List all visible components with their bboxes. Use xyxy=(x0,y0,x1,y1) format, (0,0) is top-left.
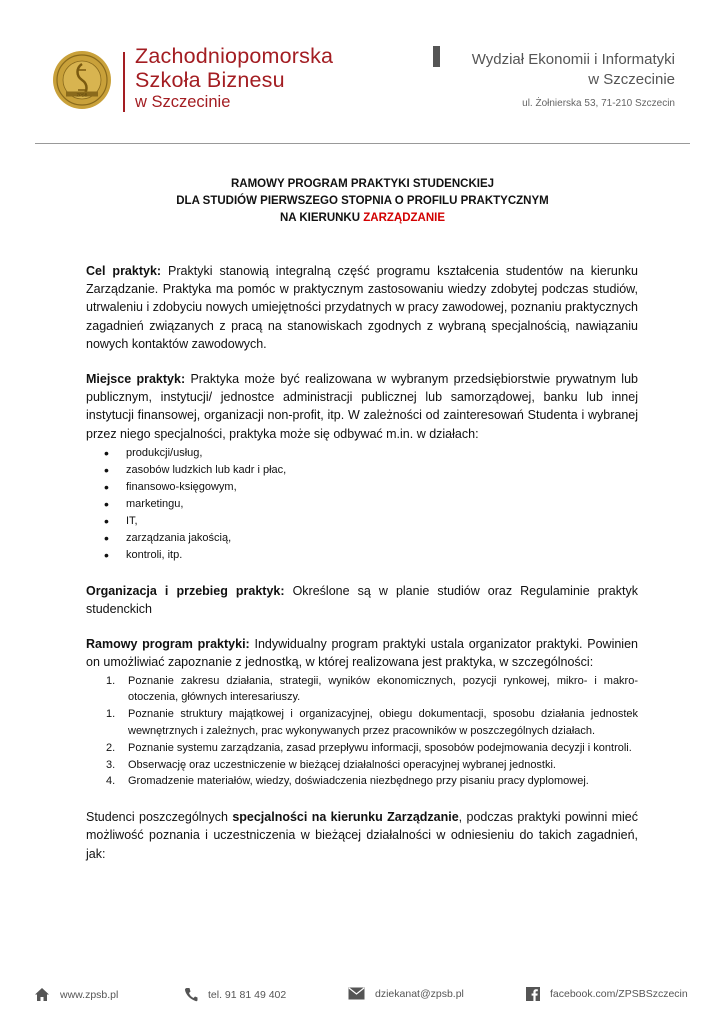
item-number: 3. xyxy=(106,758,116,771)
item-text: Obserwację oraz uczestniczenie w bieżącej działalności operacyjnej wybranej jednostki. xyxy=(128,758,556,771)
document-body xyxy=(86,262,638,880)
list-item: • IT, xyxy=(126,513,638,530)
facebook-text: facebook.com/ZPSBSzczecin xyxy=(550,988,688,1000)
footer-facebook[interactable] xyxy=(526,987,688,1001)
final-prefix: Studenci poszczególnych xyxy=(86,810,233,825)
footer-email[interactable] xyxy=(348,987,464,1000)
cel-text: Praktyki stanowią integralną część programu kształcenia studentów na kierunku Zarządzanie. Praktyka ma pomóc w praktycznym zastosowaniu wiedzy zdobytej podczas studiów, utrwaleniu i zdobyciu nowych umiejętności przydatnych w pracy zawodowej, poznaniu praktycznych zagadnień związanych z pracą na stanowiskach zgodnych z wybraną specjalnością, nawiązaniu nowych kontaktów zawodowych. xyxy=(86,264,638,351)
section-ramowy xyxy=(86,635,638,671)
phone-text: tel. 91 81 49 402 xyxy=(208,988,287,1001)
title-line2: DLA STUDIÓW PIERWSZEGO STOPNIA O PROFILU PRAKTYCZNYM xyxy=(176,195,549,207)
document-title xyxy=(0,176,725,227)
ramowy-label: Ramowy program praktyki: xyxy=(86,637,250,652)
footer-phone[interactable] xyxy=(184,987,286,1002)
item-text: Poznanie struktury majątkowej i organizacyjnej, obiegu dokumentacji, sposobu działania jednostek wewnętrznych i zależnych, prac wykonywanych przez pracowników w poszczególnych działach. xyxy=(128,708,638,738)
department-block xyxy=(472,50,675,110)
school-name-line2: Szkoła Biznesu xyxy=(135,67,285,92)
section-final xyxy=(86,808,638,863)
miejsce-text: Praktyka może być realizowana w wybranym przedsiębiorstwie prywatnym lub publicznym, instytucji/ jednostce administracji publicznej lub samorządowej, banku lub innej instytucji finansowej, organizacji non-profit, itp. W zależności od zainteresowań Studenta i wybranej przez niego specjalności, praktyka może się odbywać m.in. w działach: xyxy=(86,372,638,441)
facebook-icon xyxy=(526,987,540,1001)
footer-website[interactable] xyxy=(34,987,118,1002)
title-line3 xyxy=(0,210,725,227)
item-number: 1. xyxy=(106,708,116,721)
list-item: • zarządzania jakością, xyxy=(126,530,638,547)
organizacja-label: Organizacja i przebieg praktyk: xyxy=(86,583,285,598)
department-city: w Szczecinie xyxy=(588,71,675,89)
list-item: • finansowo-księgowym, xyxy=(126,479,638,496)
final-suffix: , podczas praktyki powinni mieć możliwość poznania i uczestniczenia w bieżącej działalności w odniesieniu do takich zagadnień, jak: xyxy=(86,810,638,861)
list-item: • produkcji/usług, xyxy=(126,445,638,462)
item-number: 4. xyxy=(106,775,116,788)
page-footer xyxy=(0,985,725,1010)
phone-icon xyxy=(184,987,198,1002)
title-major: ZARZĄDZANIE xyxy=(363,212,446,224)
email-text: dziekanat@zpsb.pl xyxy=(375,987,464,1000)
letterhead xyxy=(0,0,725,145)
school-name-line1: Zachodniopomorska xyxy=(135,44,334,68)
list-item xyxy=(106,757,638,774)
section-cel xyxy=(86,262,638,353)
organizacja-text: Określone są w planie studiów oraz Regulaminie praktyk studenckich xyxy=(86,583,638,617)
home-icon xyxy=(34,987,50,1002)
item-text: Gromadzenie materiałów, wiedzy, doświadczenia niezbędnego przy pisaniu pracy dyplomowej. xyxy=(128,775,589,788)
section-organizacja xyxy=(86,582,638,618)
list-item xyxy=(106,673,638,707)
item-number: 2. xyxy=(106,741,116,754)
cel-label: Cel praktyk: xyxy=(86,264,162,278)
title-line1: RAMOWY PROGRAM PRAKTYKI STUDENCKIEJ xyxy=(230,178,495,190)
department-marker xyxy=(433,46,440,67)
list-item: • kontroli, itp. xyxy=(126,547,638,564)
section-miejsce xyxy=(86,370,638,443)
list-item: • zasobów ludzkich lub kadr i płac, xyxy=(126,462,638,479)
mail-icon xyxy=(348,987,365,1000)
header-divider xyxy=(123,52,125,112)
item-text: Poznanie systemu zarządzania, zasad przepływu informacji, sposobów podejmowania decyzji i kontroli. xyxy=(128,741,632,754)
school-city: w Szczecinie xyxy=(135,93,231,111)
item-text: Poznanie zakresu działania, strategii, wyników ekonomicznych, pozycji rynkowej, mikro- i makro-otoczenia, głównych interesariuszy. xyxy=(128,674,638,704)
final-bold: specjalności na kierunku Zarządzanie xyxy=(232,810,459,825)
website-text: www.zpsb.pl xyxy=(60,988,119,1001)
item-number: 1. xyxy=(106,674,116,687)
title-line3-prefix: NA KIERUNKU xyxy=(279,212,364,224)
miejsce-label: Miejsce praktyk: xyxy=(86,372,186,387)
list-item xyxy=(106,773,638,790)
seal-text: ZPSB xyxy=(76,92,88,98)
school-seal-icon xyxy=(52,50,112,110)
department-name: Wydział Ekonomii i Informatyki xyxy=(471,51,675,68)
department-address: ul. Żołnierska 53, 71-210 Szczecin xyxy=(522,97,675,109)
list-item xyxy=(106,706,638,740)
list-item xyxy=(106,740,638,757)
program-list xyxy=(86,673,638,791)
header-rule xyxy=(35,143,690,144)
ramowy-text: Indywidualny program praktyki ustala organizator praktyki. Powinien on umożliwiać zapoznanie z jednostką, w której realizowana jest praktyka, w szczególności: xyxy=(86,637,638,670)
list-item: • marketingu, xyxy=(126,496,638,513)
departments-list xyxy=(86,445,638,564)
school-name xyxy=(135,46,333,111)
